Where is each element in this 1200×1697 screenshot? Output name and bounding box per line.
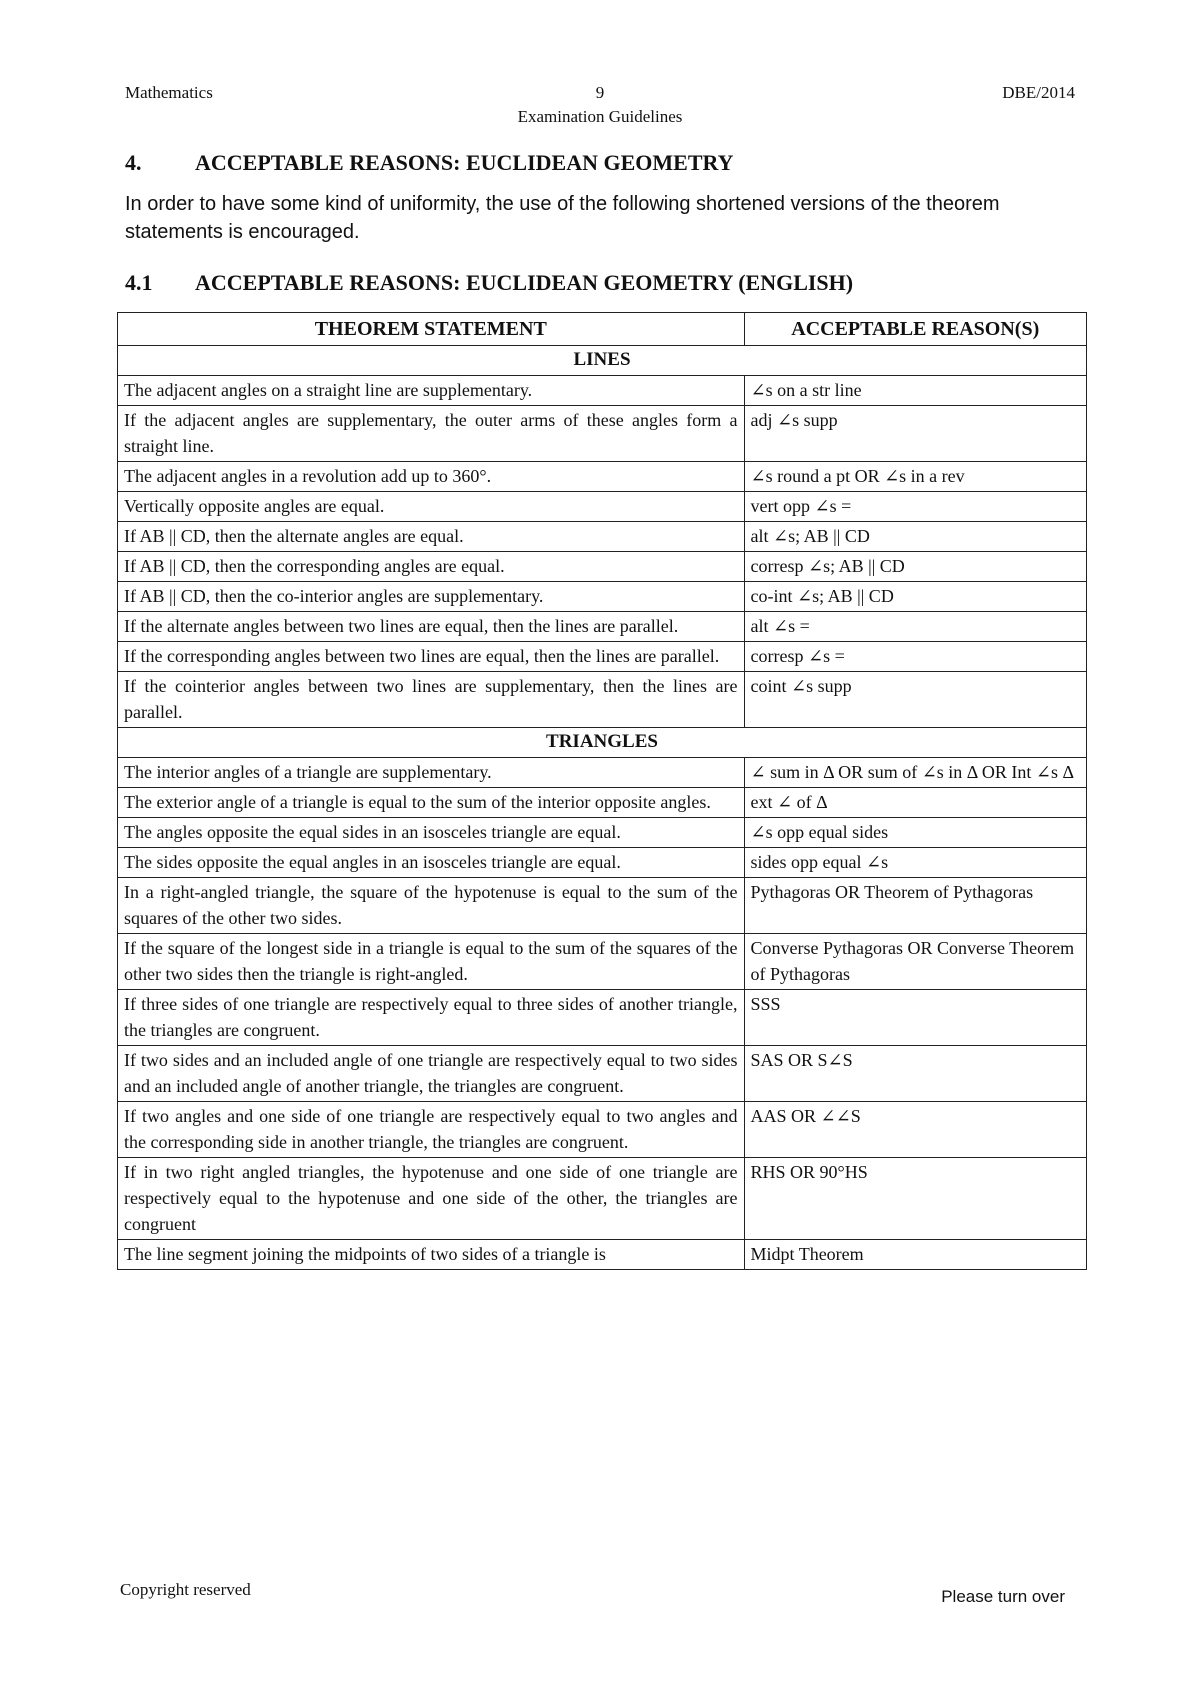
theorem-statement: The sides opposite the equal angles in an isosceles triangle are equal. — [118, 848, 745, 878]
acceptable-reason: coint ∠s supp — [744, 672, 1086, 728]
copyright-notice: Copyright reserved — [120, 1580, 251, 1599]
table-row — [118, 1102, 1087, 1158]
acceptable-reason: ∠s round a pt OR ∠s in a rev — [744, 462, 1086, 492]
acceptable-reason: alt ∠s; AB || CD — [744, 522, 1086, 552]
acceptable-reason: co-int ∠s; AB || CD — [744, 582, 1086, 612]
table-row — [118, 462, 1087, 492]
reasons-table — [117, 312, 1087, 1270]
col-header-statement: THEOREM STATEMENT — [118, 313, 745, 346]
table-row — [118, 1240, 1087, 1270]
table-row — [118, 818, 1087, 848]
section-4-title: ACCEPTABLE REASONS: EUCLIDEAN GEOMETRY — [195, 150, 734, 175]
theorem-statement: Vertically opposite angles are equal. — [118, 492, 745, 522]
theorem-statement: If AB || CD, then the alternate angles are equal. — [118, 522, 745, 552]
theorem-statement: If two sides and an included angle of one triangle are respectively equal to two sides and an included angle of another triangle, the triangles are congruent. — [118, 1046, 745, 1102]
section-41-title: ACCEPTABLE REASONS: EUCLIDEAN GEOMETRY (ENGLISH) — [195, 270, 854, 295]
acceptable-reason: AAS OR ∠∠S — [744, 1102, 1086, 1158]
theorem-statement: The line segment joining the midpoints of two sides of a triangle is — [118, 1240, 745, 1270]
acceptable-reason: vert opp ∠s = — [744, 492, 1086, 522]
acceptable-reason: corresp ∠s; AB || CD — [744, 552, 1086, 582]
group-heading: LINES — [118, 346, 1087, 376]
header-center — [125, 81, 1075, 129]
theorem-statement: The adjacent angles in a revolution add up to 360°. — [118, 462, 745, 492]
section-4-number: 4. — [125, 150, 142, 175]
acceptable-reason: ∠s on a str line — [744, 376, 1086, 406]
acceptable-reason: Converse Pythagoras OR Converse Theorem of Pythagoras — [744, 934, 1086, 990]
table-header-row — [118, 313, 1087, 346]
table-row — [118, 672, 1087, 728]
table-row — [118, 582, 1087, 612]
table-row — [118, 522, 1087, 552]
table-row — [118, 612, 1087, 642]
theorem-statement: If two angles and one side of one triangle are respectively equal to two angles and the corresponding side in another triangle, the triangles are congruent. — [118, 1102, 745, 1158]
table-row — [118, 642, 1087, 672]
theorem-statement: If in two right angled triangles, the hypotenuse and one side of one triangle are respectively equal to the hypotenuse and one side of the other, the triangles are congruent — [118, 1158, 745, 1240]
document-subtitle: Examination Guidelines — [517, 107, 683, 126]
acceptable-reason: RHS OR 90°HS — [744, 1158, 1086, 1240]
theorem-statement: In a right-angled triangle, the square of the hypotenuse is equal to the sum of the squares of the other two sides. — [118, 878, 745, 934]
group-row — [118, 346, 1087, 376]
acceptable-reason: SAS OR S∠S — [744, 1046, 1086, 1102]
turn-over-notice: Please turn over — [941, 1587, 1065, 1606]
theorem-statement: If the adjacent angles are supplementary, the outer arms of these angles form a straight line. — [118, 406, 745, 462]
acceptable-reason: Pythagoras OR Theorem of Pythagoras — [744, 878, 1086, 934]
theorem-statement: If the square of the longest side in a triangle is equal to the sum of the squares of the other two sides then the triangle is right-angled. — [118, 934, 745, 990]
theorem-statement: If AB || CD, then the co-interior angles are supplementary. — [118, 582, 745, 612]
theorem-statement: If the alternate angles between two lines are equal, then the lines are parallel. — [118, 612, 745, 642]
page-number: 9 — [595, 83, 605, 102]
table-row — [118, 1046, 1087, 1102]
acceptable-reason: adj ∠s supp — [744, 406, 1086, 462]
page-header — [125, 78, 1075, 128]
section-41-heading — [125, 270, 853, 296]
acceptable-reason: ∠s opp equal sides — [744, 818, 1086, 848]
theorem-statement: The angles opposite the equal sides in an isosceles triangle are equal. — [118, 818, 745, 848]
theorem-statement: If the corresponding angles between two lines are equal, then the lines are parallel. — [118, 642, 745, 672]
theorem-statement: If the cointerior angles between two lines are supplementary, then the lines are parallel. — [118, 672, 745, 728]
acceptable-reason: Midpt Theorem — [744, 1240, 1086, 1270]
theorem-statement: The adjacent angles on a straight line are supplementary. — [118, 376, 745, 406]
table-row — [118, 406, 1087, 462]
acceptable-reason: ∠ sum in Δ OR sum of ∠s in Δ OR Int ∠s Δ — [744, 758, 1086, 788]
table-row — [118, 1158, 1087, 1240]
acceptable-reason: corresp ∠s = — [744, 642, 1086, 672]
table-row — [118, 990, 1087, 1046]
acceptable-reason: SSS — [744, 990, 1086, 1046]
intro-paragraph: In order to have some kind of uniformity, the use of the following shortened versions of the theorem statements is encouraged. — [125, 193, 1000, 243]
acceptable-reason: alt ∠s = — [744, 612, 1086, 642]
theorem-statement: If three sides of one triangle are respectively equal to three sides of another triangle, the triangles are congruent. — [118, 990, 745, 1046]
table-row — [118, 934, 1087, 990]
theorem-statement: If AB || CD, then the corresponding angles are equal. — [118, 552, 745, 582]
table-row — [118, 376, 1087, 406]
acceptable-reason: sides opp equal ∠s — [744, 848, 1086, 878]
theorem-statement: The interior angles of a triangle are supplementary. — [118, 758, 745, 788]
table-row — [118, 848, 1087, 878]
table-row — [118, 758, 1087, 788]
group-row — [118, 728, 1087, 758]
theorem-statement: The exterior angle of a triangle is equal to the sum of the interior opposite angles. — [118, 788, 745, 818]
table-row — [118, 878, 1087, 934]
group-heading: TRIANGLES — [118, 728, 1087, 758]
section-4-heading — [125, 150, 734, 176]
subject-label: Mathematics — [125, 83, 213, 102]
section-41-number: 4.1 — [125, 270, 153, 295]
document-code: DBE/2014 — [1002, 83, 1075, 102]
table-body — [118, 346, 1087, 1270]
col-header-reason: ACCEPTABLE REASON(S) — [744, 313, 1086, 346]
table-row — [118, 552, 1087, 582]
table-row — [118, 492, 1087, 522]
table-row — [118, 788, 1087, 818]
acceptable-reason: ext ∠ of Δ — [744, 788, 1086, 818]
